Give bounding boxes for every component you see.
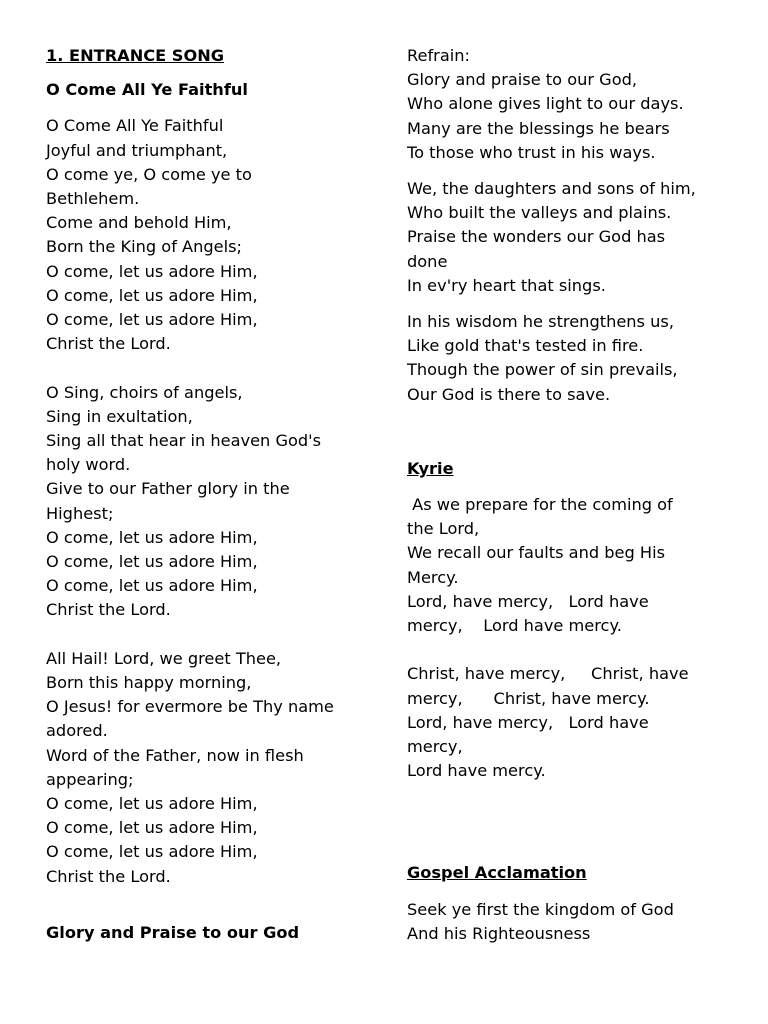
lyric-line: Born this happy morning, xyxy=(46,673,252,693)
lyric-line: Give to our Father glory in the xyxy=(46,479,290,499)
next-song-title: Glory and Praise to our God xyxy=(46,922,300,942)
lyric-line: Word of the Father, now in flesh xyxy=(46,745,304,765)
lyric-line: Who built the valleys and plains. xyxy=(407,203,672,223)
lyric-line: Sing all that hear in heaven God's xyxy=(46,431,322,451)
lyric-line: Born the King of Angels; xyxy=(46,237,242,257)
lyric-line: Mercy. xyxy=(407,567,459,587)
verse-2 xyxy=(46,381,368,623)
lyric-line: done xyxy=(407,251,448,271)
lyric-line: O come, let us adore Him, xyxy=(46,794,258,814)
left-column xyxy=(46,44,368,945)
lyric-line: We recall our faults and beg His xyxy=(407,543,666,563)
lyric-line: Lord, have mercy, Lord have xyxy=(407,712,649,732)
lyric-line: Like gold that's tested in fire. xyxy=(407,336,644,356)
lyric-line: Glory and praise to our God, xyxy=(407,70,638,90)
lyric-line: Many are the blessings he bears xyxy=(407,118,670,138)
lyric-line: O come, let us adore Him, xyxy=(46,527,258,547)
right-column xyxy=(407,44,737,946)
lyric-line: Seek ye first the kingdom of God xyxy=(407,899,674,919)
entrance-song-heading: 1. ENTRANCE SONG xyxy=(46,46,225,65)
lyric-line: Bethlehem. xyxy=(46,189,140,209)
lyric-line: Christ the Lord. xyxy=(46,866,171,886)
lyric-line: O come, let us adore Him, xyxy=(46,261,258,281)
refrain xyxy=(407,68,737,165)
lyric-line: O come, let us adore Him, xyxy=(46,552,258,572)
lyric-line: O Come All Ye Faithful xyxy=(46,116,224,136)
lyric-line: Praise the wonders our God has xyxy=(407,227,666,247)
lyric-line: O Jesus! for evermore be Thy name xyxy=(46,697,334,717)
song-title: O Come All Ye Faithful xyxy=(46,80,248,100)
verse-3 xyxy=(46,647,368,889)
lyric-line: O Sing, choirs of angels, xyxy=(46,382,243,402)
lyric-line: Highest; xyxy=(46,503,114,523)
lyric-line: the Lord, xyxy=(407,519,480,539)
lyric-line: As we prepare for the coming of xyxy=(407,495,673,515)
gospel-acclamation xyxy=(407,898,737,946)
lyric-line: And his Righteousness xyxy=(407,923,591,943)
lyric-line: mercy, Lord have mercy. xyxy=(407,616,622,636)
lyric-line: Who alone gives light to our days. xyxy=(407,94,684,114)
lyric-line: O come ye, O come ye to xyxy=(46,164,252,184)
lyric-line: Christ the Lord. xyxy=(46,334,171,354)
lyric-line: O come, let us adore Him, xyxy=(46,842,258,862)
lyric-line: O come, let us adore Him, xyxy=(46,818,258,838)
lyric-line: mercy, Christ, have mercy. xyxy=(407,688,650,708)
lyric-line: We, the daughters and sons of him, xyxy=(407,179,696,199)
lyric-line: To those who trust in his ways. xyxy=(407,142,656,162)
verse-1 xyxy=(407,177,737,298)
lyric-line: holy word. xyxy=(46,455,131,475)
lyric-line: O come, let us adore Him, xyxy=(46,576,258,596)
lyric-line: In ev'ry heart that sings. xyxy=(407,275,606,295)
lyric-line: Joyful and triumphant, xyxy=(46,140,228,160)
refrain-label: Refrain: xyxy=(407,46,470,65)
lyric-line: Lord, have mercy, Lord have xyxy=(407,591,649,611)
lyric-line: Come and behold Him, xyxy=(46,213,232,233)
kyrie-intro xyxy=(407,493,737,638)
kyrie-heading: Kyrie xyxy=(407,458,454,478)
gospel-acclamation-heading: Gospel Acclamation xyxy=(407,863,587,883)
lyric-line: Christ, have mercy, Christ, have xyxy=(407,664,689,684)
verse-2 xyxy=(407,310,737,407)
lyric-line: All Hail! Lord, we greet Thee, xyxy=(46,648,282,668)
lyric-line: O come, let us adore Him, xyxy=(46,285,258,305)
lyric-line: Christ the Lord. xyxy=(46,600,171,620)
verse-1 xyxy=(46,114,368,356)
lyric-line: Though the power of sin prevails, xyxy=(407,360,678,380)
lyric-line: Our God is there to save. xyxy=(407,384,611,404)
lyric-line: In his wisdom he strengthens us, xyxy=(407,312,674,332)
kyrie-christ xyxy=(407,662,737,783)
lyric-line: Lord have mercy. xyxy=(407,761,546,781)
lyric-line: adored. xyxy=(46,721,108,741)
lyric-line: Sing in exultation, xyxy=(46,406,193,426)
lyric-line: appearing; xyxy=(46,769,134,789)
lyric-line: mercy, xyxy=(407,737,463,757)
lyric-line: O come, let us adore Him, xyxy=(46,310,258,330)
